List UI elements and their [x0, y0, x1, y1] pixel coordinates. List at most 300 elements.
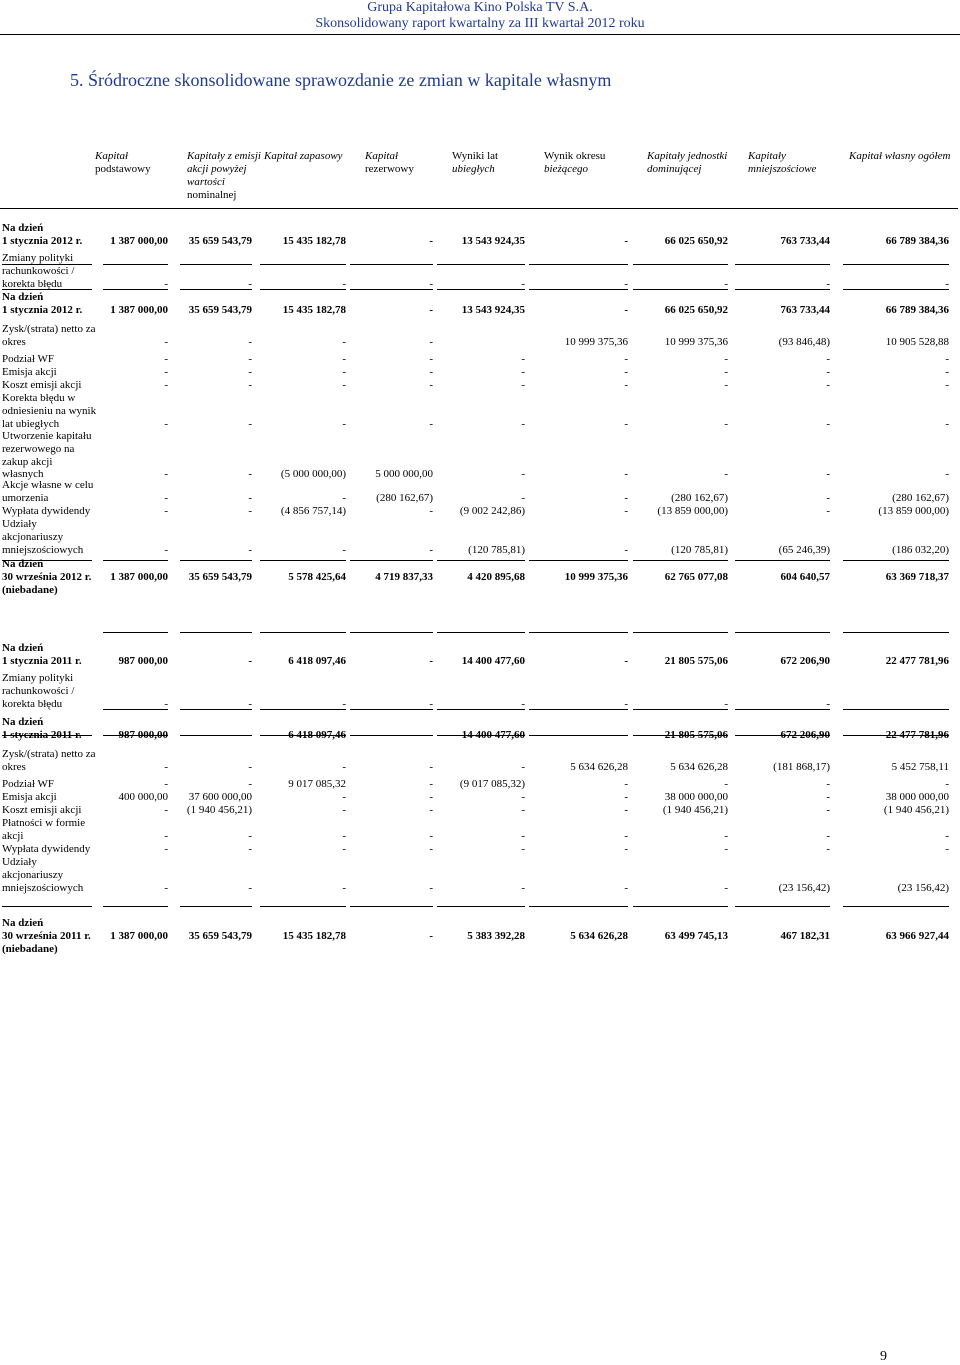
cell-value: 21 805 575,06: [664, 655, 728, 667]
cell-value: -: [521, 417, 525, 430]
cell-value: -: [521, 760, 525, 773]
page-number: 9: [880, 1349, 887, 1364]
cell-value: 63 499 745,13: [664, 930, 728, 942]
cell-value: -: [429, 304, 433, 316]
cell-value: -: [248, 778, 252, 790]
cell-value: -: [945, 379, 949, 391]
cell-value: -: [429, 277, 433, 290]
row-label: Na dzień: [2, 917, 44, 929]
cell-value: -: [826, 353, 830, 365]
column-underline: [633, 264, 728, 265]
cell-value: 672 206,90: [780, 729, 830, 741]
column-underline: [843, 709, 949, 710]
cell-value: -: [429, 379, 433, 391]
row-label: Koszt emisji akcji: [2, 804, 82, 816]
cell-value: -: [164, 505, 168, 517]
cell-value: 22 477 781,96: [885, 729, 949, 741]
row-label: 1 stycznia 2011 r.: [2, 655, 82, 667]
cell-value: -: [164, 543, 168, 556]
cell-value: -: [342, 697, 346, 710]
column-underline: [529, 560, 628, 561]
cell-value: -: [624, 791, 628, 803]
cell-value: 1 387 000,00: [110, 571, 168, 583]
row-label: Zmiany polityki rachunkowości / korekta błędu: [2, 252, 75, 290]
column-underline: [180, 632, 252, 633]
row-label: Płatności w formie akcji: [2, 817, 86, 842]
cell-value: -: [826, 804, 830, 816]
row-label: Podział WF: [2, 778, 55, 790]
column-underline: [260, 289, 346, 290]
cell-value: -: [248, 729, 252, 741]
col-header-kapital-podstawowy: Kapitał podstawowy: [95, 150, 151, 175]
cell-value: -: [521, 843, 525, 855]
column-underline: [350, 264, 433, 265]
cell-value: -: [624, 778, 628, 790]
column-underline: [260, 735, 346, 736]
cell-value: 66 789 384,36: [885, 235, 949, 247]
row-label: Zysk/(strata) netto za okres: [2, 748, 96, 773]
cell-value: 35 659 543,79: [188, 235, 252, 247]
cell-value: -: [164, 335, 168, 348]
column-underline: [103, 560, 168, 561]
row-label: Na dzień: [2, 642, 44, 654]
cell-value: -: [624, 468, 628, 481]
column-underline: [437, 264, 525, 265]
cell-value: -: [624, 304, 628, 316]
cell-value: -: [945, 843, 949, 855]
cell-value: -: [164, 379, 168, 391]
cell-value: 15 435 182,78: [282, 930, 346, 942]
cell-value: -: [521, 366, 525, 378]
cell-value: -: [342, 881, 346, 894]
col-header-kapitaly-z-emisji: Kapitały z emisji akcji powyżej wartości nominalnej: [187, 150, 261, 201]
cell-value: -: [342, 335, 346, 348]
column-underline: [437, 906, 525, 907]
cell-value: -: [342, 491, 346, 504]
cell-value: -: [945, 353, 949, 365]
row-label: Emisja akcji: [2, 791, 57, 803]
column-underline: [260, 906, 346, 907]
column-underline: [180, 289, 252, 290]
row-label: Na dzień: [2, 558, 44, 570]
cell-value: 13 543 924,35: [461, 304, 525, 316]
cell-value: -: [429, 791, 433, 803]
row-label: Koszt emisji akcji: [2, 379, 82, 391]
column-underline: [843, 735, 949, 736]
cell-value: 763 733,44: [780, 304, 830, 316]
column-underline: [103, 709, 168, 710]
cell-value: -: [429, 353, 433, 365]
cell-value: 35 659 543,79: [188, 571, 252, 583]
cell-value: -: [521, 277, 525, 290]
cell-value: 5 383 392,28: [467, 930, 525, 942]
cell-value: 10 999 375,36: [664, 335, 728, 348]
column-underline: [350, 735, 433, 736]
column-underline: [260, 709, 346, 710]
cell-value: -: [624, 277, 628, 290]
cell-value: (280 162,67): [671, 491, 728, 504]
column-underline: [735, 735, 830, 736]
cell-value: -: [826, 366, 830, 378]
cell-value: 15 435 182,78: [282, 304, 346, 316]
cell-value: -: [429, 335, 433, 348]
column-underline: [350, 289, 433, 290]
cell-value: -: [826, 778, 830, 790]
cell-value: (1 940 456,21): [883, 804, 949, 816]
col-header-kapital-wlasny-ogolem: Kapitał własny ogółem: [849, 150, 951, 162]
cell-value: -: [624, 843, 628, 855]
cell-value: 66 789 384,36: [885, 304, 949, 316]
column-underline: [103, 289, 168, 290]
cell-value: -: [521, 353, 525, 365]
cell-value: 63 369 718,37: [885, 571, 949, 583]
cell-value: -: [429, 778, 433, 790]
cell-value: 10 905 528,88: [885, 335, 949, 348]
cell-value: (5 000 000,00): [280, 468, 346, 481]
cell-value: 66 025 650,92: [664, 235, 728, 247]
row-label: Udziały akcjonariuszy mniejszościowych: [2, 856, 84, 894]
cell-value: -: [624, 491, 628, 504]
row-label: Emisja akcji: [2, 366, 57, 378]
cell-value: (9 002 242,86): [459, 505, 525, 517]
cell-value: -: [724, 353, 728, 365]
cell-value: 5 634 626,28: [570, 930, 628, 942]
column-underline: [180, 906, 252, 907]
label-underline: [2, 735, 92, 736]
cell-value: -: [521, 379, 525, 391]
column-underline: [529, 264, 628, 265]
cell-value: -: [624, 235, 628, 247]
cell-value: -: [164, 417, 168, 430]
cell-value: -: [164, 491, 168, 504]
column-underline: [735, 264, 830, 265]
cell-value: 672 206,90: [780, 655, 830, 667]
row-label: 1 stycznia 2012 r.: [2, 304, 83, 316]
cell-value: 604 640,57: [780, 571, 830, 583]
cell-value: -: [248, 760, 252, 773]
cell-value: -: [342, 353, 346, 365]
cell-value: (1 940 456,21): [186, 804, 252, 816]
col-header-kapital-rezerwowy: Kapitał rezerwowy: [365, 150, 414, 175]
cell-value: -: [164, 804, 168, 816]
cell-value: 22 477 781,96: [885, 655, 949, 667]
cell-value: -: [429, 843, 433, 855]
column-underline: [437, 735, 525, 736]
cell-value: -: [164, 829, 168, 842]
column-underline: [350, 709, 433, 710]
column-underline: [735, 632, 830, 633]
cell-value: -: [248, 379, 252, 391]
cell-value: -: [826, 379, 830, 391]
row-label: Udziały akcjonariuszy mniejszościowych: [2, 518, 84, 556]
column-underline: [735, 560, 830, 561]
cell-value: 1 387 000,00: [110, 930, 168, 942]
cell-value: -: [624, 697, 628, 710]
cell-value: -: [429, 881, 433, 894]
cell-value: -: [724, 379, 728, 391]
cell-value: 5 578 425,64: [288, 571, 346, 583]
cell-value: 1 387 000,00: [110, 304, 168, 316]
cell-value: -: [724, 881, 728, 894]
row-label: Korekta błędu w odniesieniu na wynik lat ubiegłych: [2, 392, 97, 430]
column-underline: [350, 560, 433, 561]
cell-value: -: [521, 829, 525, 842]
row-label: Utworzenie kapitału rezerwowego na zakup akcji własnych: [2, 430, 92, 481]
cell-value: -: [724, 778, 728, 790]
column-underline: [529, 632, 628, 633]
cell-value: -: [248, 277, 252, 290]
cell-value: 5 634 626,28: [570, 760, 628, 773]
cell-value: -: [724, 468, 728, 481]
cell-value: -: [521, 791, 525, 803]
cell-value: (23 156,42): [778, 881, 830, 894]
column-underline: [103, 906, 168, 907]
cell-value: -: [429, 366, 433, 378]
cell-value: -: [945, 366, 949, 378]
cell-value: 9 017 085,32: [288, 778, 346, 790]
cell-value: (120 785,81): [671, 543, 728, 556]
cell-value: -: [248, 829, 252, 842]
cell-value: -: [521, 468, 525, 481]
column-underline: [633, 289, 728, 290]
label-underline: [2, 906, 92, 907]
cell-value: (13 859 000,00): [878, 505, 949, 517]
cell-value: -: [248, 505, 252, 517]
cell-value: -: [248, 543, 252, 556]
cell-value: -: [164, 843, 168, 855]
cell-value: -: [624, 543, 628, 556]
cell-value: (181 868,17): [773, 760, 830, 773]
cell-value: -: [342, 843, 346, 855]
cell-value: -: [342, 277, 346, 290]
cell-value: -: [826, 277, 830, 290]
cell-value: -: [945, 417, 949, 430]
col-header-wynik-okresu: Wynik okresu bieżącego: [544, 150, 606, 175]
cell-value: -: [342, 804, 346, 816]
cell-value: -: [724, 277, 728, 290]
cell-value: -: [945, 778, 949, 790]
row-label: Na dzień: [2, 291, 44, 303]
cell-value: -: [826, 697, 830, 710]
column-underline: [180, 735, 252, 736]
column-underline: [437, 560, 525, 561]
cell-value: -: [521, 804, 525, 816]
label-underline: [2, 289, 92, 290]
cell-value: 5 452 758,11: [891, 760, 949, 773]
cell-value: -: [248, 366, 252, 378]
cell-value: 62 765 077,08: [664, 571, 728, 583]
cell-value: -: [342, 366, 346, 378]
column-underline: [843, 560, 949, 561]
cell-value: -: [248, 353, 252, 365]
row-label: Wypłata dywidendy: [2, 843, 91, 855]
cell-value: -: [248, 417, 252, 430]
cell-value: -: [248, 697, 252, 710]
cell-value: 5 000 000,00: [375, 468, 433, 481]
row-label: Podział WF: [2, 353, 55, 365]
cell-value: 5 634 626,28: [670, 760, 728, 773]
cell-value: 14 400 477,60: [461, 655, 525, 667]
column-underline: [180, 709, 252, 710]
cell-value: (1 940 456,21): [662, 804, 728, 816]
cell-value: 38 000 000,00: [664, 791, 728, 803]
cell-value: -: [429, 235, 433, 247]
column-underline: [735, 709, 830, 710]
column-underline: [437, 709, 525, 710]
cell-value: -: [164, 468, 168, 481]
section-title: 5. Śródroczne skonsolidowane sprawozdanie ze zmian w kapitale własnym: [70, 70, 612, 90]
cell-value: -: [342, 791, 346, 803]
cell-value: -: [164, 366, 168, 378]
cell-value: -: [164, 778, 168, 790]
cell-value: (9 017 085,32): [459, 778, 525, 790]
cell-value: 63 966 927,44: [885, 930, 949, 942]
row-label: Zmiany polityki rachunkowości / korekta błędu: [2, 672, 75, 710]
cell-value: (93 846,48): [778, 335, 830, 348]
cell-value: -: [342, 543, 346, 556]
column-underline: [633, 560, 728, 561]
column-underline: [633, 906, 728, 907]
cell-value: 37 600 000,00: [188, 791, 252, 803]
cell-value: -: [164, 277, 168, 290]
column-underline: [180, 560, 252, 561]
label-underline: [2, 264, 92, 265]
cell-value: (120 785,81): [468, 543, 525, 556]
column-underline: [529, 735, 628, 736]
column-underline: [633, 632, 728, 633]
cell-value: -: [826, 505, 830, 517]
cell-value: 10 999 375,36: [564, 571, 628, 583]
col-header-kapitaly-mniejszosciowe: Kapitały mniejszościowe: [748, 150, 817, 175]
cell-value: -: [429, 729, 433, 741]
cell-value: -: [724, 829, 728, 842]
cell-value: (280 162,67): [892, 491, 949, 504]
cell-value: -: [724, 843, 728, 855]
cell-value: -: [624, 505, 628, 517]
cell-value: 38 000 000,00: [885, 791, 949, 803]
cell-value: -: [624, 379, 628, 391]
row-label: Na dzień: [2, 716, 44, 728]
cell-value: (4 856 757,14): [280, 505, 346, 517]
cell-value: (186 032,20): [892, 543, 949, 556]
column-underline: [735, 906, 830, 907]
cell-value: -: [624, 655, 628, 667]
row-label: Akcje własne w celu umorzenia: [2, 479, 94, 504]
cell-value: -: [248, 491, 252, 504]
cell-value: -: [248, 843, 252, 855]
cell-value: -: [624, 881, 628, 894]
cell-value: -: [724, 417, 728, 430]
cell-value: -: [164, 881, 168, 894]
cell-value: -: [248, 881, 252, 894]
cell-value: 763 733,44: [780, 235, 830, 247]
cell-value: -: [826, 829, 830, 842]
cell-value: -: [724, 366, 728, 378]
cell-value: -: [826, 843, 830, 855]
report-name: Skonsolidowany raport kwartalny za III kwartał 2012 roku: [315, 16, 645, 31]
label-underline: [2, 560, 92, 561]
column-underline: [437, 289, 525, 290]
cell-value: -: [945, 277, 949, 290]
cell-value: 35 659 543,79: [188, 930, 252, 942]
column-underline: [260, 632, 346, 633]
cell-value: -: [945, 468, 949, 481]
column-underline: [633, 709, 728, 710]
cell-value: -: [521, 697, 525, 710]
cell-value: -: [724, 697, 728, 710]
cell-value: 400 000,00: [118, 791, 168, 803]
cell-value: -: [429, 505, 433, 517]
cell-value: -: [342, 829, 346, 842]
cell-value: -: [429, 417, 433, 430]
row-label: 1 stycznia 2012 r.: [2, 235, 83, 247]
cell-value: (23 156,42): [897, 881, 949, 894]
cell-value: -: [429, 930, 433, 942]
cell-value: -: [624, 829, 628, 842]
column-underline: [843, 632, 949, 633]
cell-value: -: [826, 491, 830, 504]
cell-value: -: [521, 491, 525, 504]
cell-value: 14 400 477,60: [461, 729, 525, 741]
column-underline: [843, 289, 949, 290]
cell-value: -: [826, 791, 830, 803]
cell-value: -: [624, 729, 628, 741]
cell-value: -: [342, 417, 346, 430]
cell-value: 987 000,00: [118, 729, 168, 741]
cell-value: -: [624, 353, 628, 365]
column-underline: [103, 264, 168, 265]
cell-value: -: [429, 697, 433, 710]
column-underline: [180, 264, 252, 265]
cell-value: -: [624, 417, 628, 430]
cell-value: 6 418 097,46: [288, 729, 346, 741]
row-label: 1 stycznia 2011 r.: [2, 729, 82, 741]
cell-value: -: [429, 543, 433, 556]
cell-value: -: [164, 353, 168, 365]
col-header-wyniki-lat-ubieglych: Wyniki lat ubiegłych: [452, 150, 499, 175]
cell-value: -: [248, 335, 252, 348]
column-underline: [843, 906, 949, 907]
column-underline: [350, 906, 433, 907]
cell-value: 1 387 000,00: [110, 235, 168, 247]
column-header-rule: [0, 208, 958, 209]
cell-value: -: [429, 760, 433, 773]
column-underline: [735, 289, 830, 290]
cell-value: 21 805 575,06: [664, 729, 728, 741]
cell-value: -: [429, 829, 433, 842]
header-rule: [0, 34, 960, 35]
cell-value: -: [429, 655, 433, 667]
cell-value: 4 719 837,33: [375, 571, 433, 583]
cell-value: 4 420 895,68: [467, 571, 525, 583]
cell-value: 10 999 375,36: [564, 335, 628, 348]
row-label: Wypłata dywidendy: [2, 505, 91, 517]
row-label: Zysk/(strata) netto za okres: [2, 323, 96, 348]
column-underline: [103, 735, 168, 736]
cell-value: 66 025 650,92: [664, 304, 728, 316]
company-name: Grupa Kapitałowa Kino Polska TV S.A.: [367, 0, 593, 15]
column-underline: [437, 632, 525, 633]
cell-value: -: [342, 379, 346, 391]
cell-value: -: [945, 829, 949, 842]
column-underline: [529, 709, 628, 710]
row-label: 30 września 2012 r. (niebadane): [2, 571, 92, 596]
cell-value: 987 000,00: [118, 655, 168, 667]
col-header-kapitaly-jednostki: Kapitały jednostki dominującej: [647, 150, 728, 175]
column-underline: [260, 560, 346, 561]
cell-value: -: [826, 417, 830, 430]
cell-value: -: [624, 804, 628, 816]
